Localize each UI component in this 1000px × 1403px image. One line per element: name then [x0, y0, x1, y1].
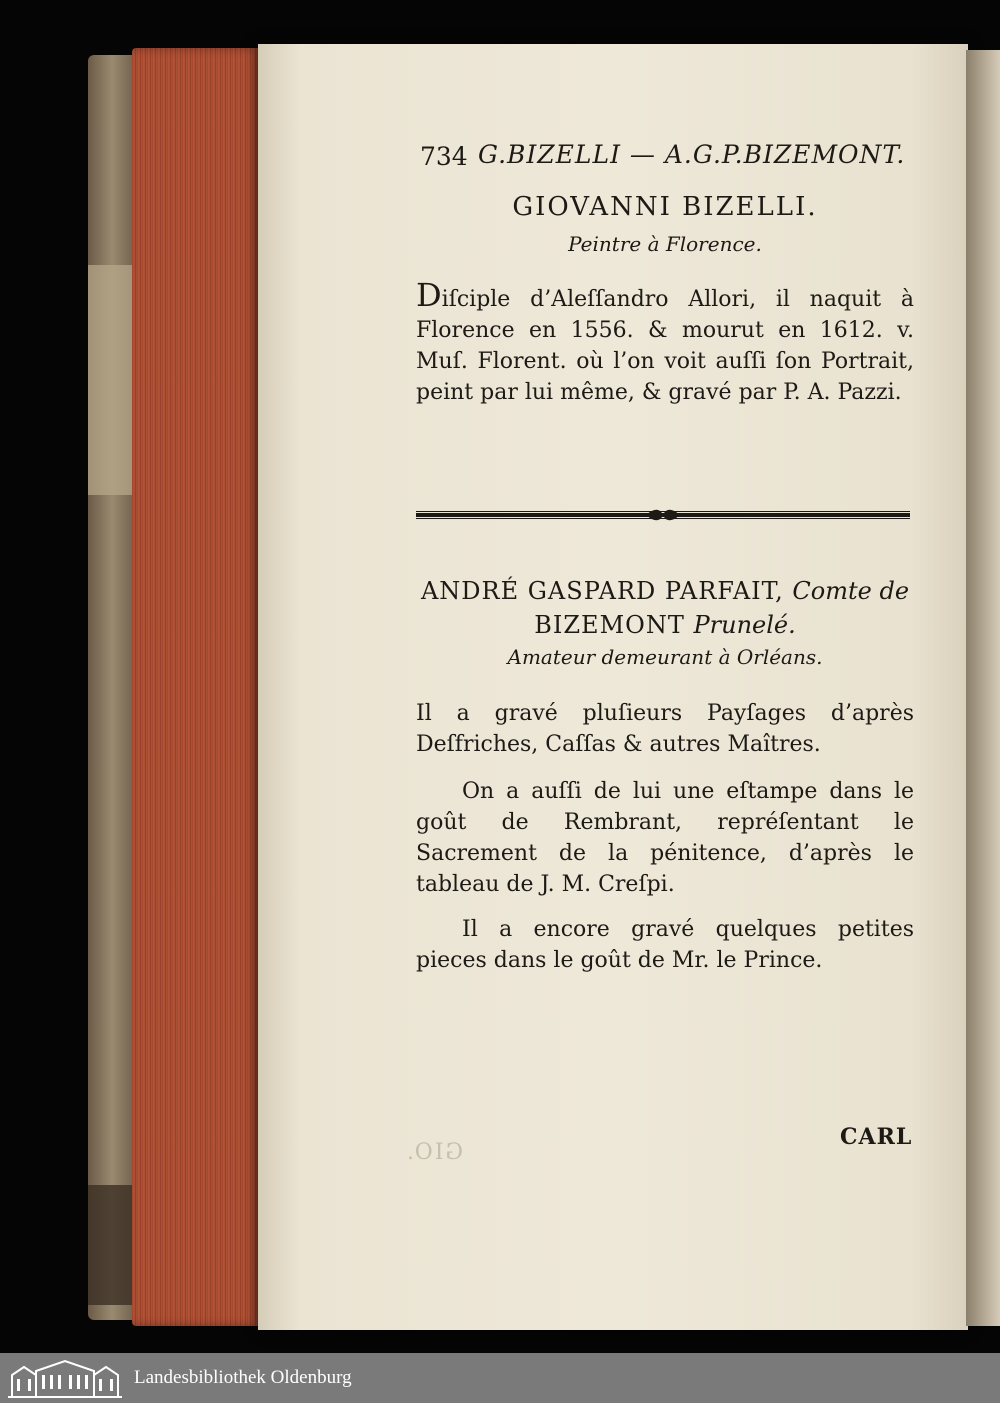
entry-paragraph-2: On a auſſi de lui une eſtampe dans le goût de Rembrant, repréſentant le Sacrement de la pénitence, d’après le tableau de J. M. Creſpi.	[416, 779, 914, 897]
entry-text-bizelli-body: iſciple d’Aleſſandro Allori, il naquit à Florence en 1556. & mourut en 1612. v. Muſ. Florent. où l’on voit auſſi ſon Portrait, peint par lui même, & gravé par P. A. Pazzi.	[416, 287, 914, 405]
entry-subtitle-bizelli: Peintre à Florence.	[568, 232, 762, 256]
page-number: 734	[420, 142, 468, 171]
entry-title-bizemont	[416, 574, 914, 642]
entry-title-bizelli: GIOVANNI BIZELLI.	[512, 192, 818, 222]
library-name: Landesbibliothek Oldenburg	[134, 1367, 352, 1388]
drop-cap: D	[416, 276, 442, 314]
entry-paragraph-1: Il a gravé pluſieurs Payſages d’après Deſfriches, Caſſas & autres Maîtres.	[416, 701, 914, 757]
running-head-title: G.BIZELLI — A.G.P.BIZEMONT.	[478, 140, 906, 169]
title-line2-italic: Prunelé.	[693, 611, 796, 639]
title-line2: BIZEMONT	[534, 611, 685, 639]
title-line1-italic: Comte de	[792, 577, 910, 605]
facing-page-edge	[966, 50, 1000, 1326]
catchword: CARL	[840, 1124, 913, 1150]
ornamental-rule	[416, 508, 910, 522]
bleed-through-text: GIO.	[405, 1140, 464, 1165]
page-edges	[132, 48, 262, 1326]
entry-subtitle-bizemont: Amateur demeurant à Orléans.	[507, 645, 823, 669]
footer-bar	[0, 1353, 1000, 1403]
library-building-icon	[8, 1357, 122, 1399]
title-line1: ANDRÉ GASPARD PARFAIT,	[420, 577, 784, 605]
entry-text-bizelli	[416, 276, 914, 408]
entry-paragraph-3: Il a encore gravé quelques petites pieces dans le goût de Mr. le Prince.	[416, 917, 914, 973]
